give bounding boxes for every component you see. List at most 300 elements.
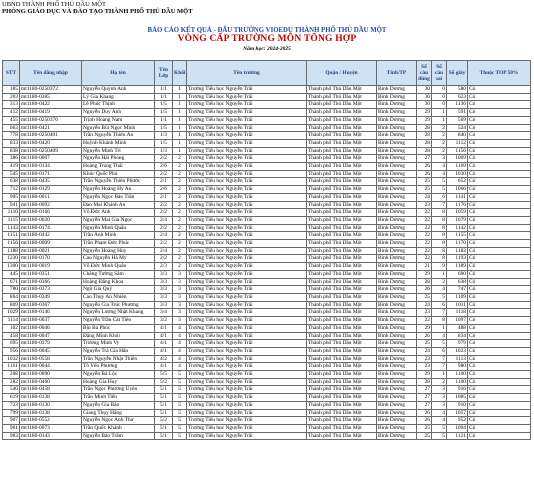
cell-top50: Có <box>468 355 531 363</box>
cell-stt: 540 <box>3 386 20 394</box>
cell-province: Bình Dương <box>377 309 417 317</box>
cell-grade: 2 <box>173 247 187 255</box>
cell-stt: 619 <box>3 394 20 402</box>
cell-wrong: 1 <box>432 116 447 124</box>
cell-correct: 27 <box>417 394 432 402</box>
cell-fullname: Trần Nguyễn Nhật Thiên <box>82 355 155 363</box>
cell-correct: 24 <box>417 301 432 309</box>
cell-school: Trường Tiểu học Nguyễn Trãi <box>187 186 307 194</box>
cell-class: 3/3 <box>155 286 173 294</box>
cell-district: Thành phố Thủ Dầu Một <box>307 324 377 332</box>
cell-district: Thành phố Thủ Dầu Một <box>307 193 377 201</box>
col-header-wrong[interactable]: Số câu sai <box>432 61 447 86</box>
report-title: BÁO CÁO KẾT QUẢ - ĐẤU TRƯỜNG VIOEDU THÀNH PHỐ THỦ DẦU MỘT <box>147 27 387 34</box>
table-row <box>3 109 531 117</box>
cell-wrong: 8 <box>432 232 447 240</box>
cell-district: Thành phố Thủ Dầu Một <box>307 109 377 117</box>
cell-top50: Có <box>468 324 531 332</box>
cell-top50: Có <box>468 170 531 178</box>
cell-province: Bình Dương <box>377 263 417 271</box>
cell-correct: 21 <box>417 263 432 271</box>
cell-school: Trường Tiểu học Nguyễn Trãi <box>187 101 307 109</box>
cell-class: 2/2 <box>155 240 173 248</box>
cell-district: Thành phố Thủ Dầu Một <box>307 332 377 340</box>
cell-username: mt1180-0047 <box>20 332 82 340</box>
cell-class: 4/2 <box>155 355 173 363</box>
table-row <box>3 355 531 363</box>
cell-school: Trường Tiểu học Nguyễn Trãi <box>187 139 307 147</box>
cell-stt: 386 <box>3 155 20 163</box>
cell-correct: 23 <box>417 309 432 317</box>
cell-grade: 2 <box>173 178 187 186</box>
table-row <box>3 193 531 201</box>
cell-grade: 1 <box>173 101 187 109</box>
cell-grade: 2 <box>173 155 187 163</box>
cell-province: Bình Dương <box>377 378 417 386</box>
cell-correct: 25 <box>417 432 432 440</box>
cell-correct: 28 <box>417 147 432 155</box>
cell-district: Thành phố Thủ Dầu Một <box>307 247 377 255</box>
cell-school: Trường Tiểu học Nguyễn Trãi <box>187 255 307 263</box>
cell-stt: 1188 <box>3 247 20 255</box>
cell-district: Thành phố Thủ Dầu Một <box>307 394 377 402</box>
cell-stt: 458 <box>3 332 20 340</box>
cell-district: Thành phố Thủ Dầu Một <box>307 201 377 209</box>
col-header-school[interactable]: Tên trường <box>187 61 307 86</box>
cell-username: mt1180-0250401 <box>20 132 82 140</box>
cell-class: 1/5 <box>155 101 173 109</box>
cell-top50: Có <box>468 278 531 286</box>
cell-school: Trường Tiểu học Nguyễn Trãi <box>187 401 307 409</box>
cell-school: Trường Tiểu học Nguyễn Trãi <box>187 409 307 417</box>
cell-school: Trường Tiểu học Nguyễn Trãi <box>187 355 307 363</box>
cell-fullname: Trương Minh Vy <box>82 340 155 348</box>
cell-grade: 1 <box>173 132 187 140</box>
cell-province: Bình Dương <box>377 301 417 309</box>
cell-class: 5/1 <box>155 409 173 417</box>
col-header-grade[interactable]: Khối <box>173 61 187 86</box>
cell-wrong: 1 <box>432 109 447 117</box>
cell-seconds: 910 <box>447 401 468 409</box>
cell-username: mt1180-0435 <box>20 178 82 186</box>
table-row <box>3 201 531 209</box>
cell-fullname: Nguyễn Lương Nhật Khang <box>82 309 155 317</box>
table-row <box>3 186 531 194</box>
cell-wrong: 8 <box>432 240 447 248</box>
cell-stt: 1300 <box>3 263 20 271</box>
cell-wrong: 8 <box>432 216 447 224</box>
cell-correct: 30 <box>417 93 432 101</box>
cell-wrong: 3 <box>432 155 447 163</box>
cell-correct: 30 <box>417 101 432 109</box>
cell-top50: Có <box>468 270 531 278</box>
cell-class: 2/4 <box>155 216 173 224</box>
cell-district: Thành phố Thủ Dầu Một <box>307 186 377 194</box>
cell-seconds: 1182 <box>447 247 468 255</box>
col-header-username[interactable]: Tên đăng nhập <box>20 61 82 86</box>
cell-fullname: Nguyễn Gia Trúc Phương <box>82 301 155 309</box>
cell-grade: 4 <box>173 363 187 371</box>
cell-school: Trường Tiểu học Nguyễn Trãi <box>187 317 307 325</box>
cell-wrong: 0 <box>432 86 447 94</box>
cell-stt: 208 <box>3 371 20 379</box>
cell-username: mt1180-0351 <box>20 270 82 278</box>
cell-username: mt1180-0366 <box>20 278 82 286</box>
table-row <box>3 417 531 425</box>
cell-province: Bình Dương <box>377 109 417 117</box>
cell-correct: 22 <box>417 255 432 263</box>
cell-fullname: Giang Thụy Hằng <box>82 409 155 417</box>
cell-grade: 2 <box>173 170 187 178</box>
cell-grade: 2 <box>173 240 187 248</box>
cell-school: Trường Tiểu học Nguyễn Trãi <box>187 170 307 178</box>
cell-top50: Có <box>468 86 531 94</box>
cell-correct: 22 <box>417 232 432 240</box>
col-header-fullname[interactable]: Họ tên <box>82 61 155 86</box>
cell-top50: Có <box>468 401 531 409</box>
table-row <box>3 432 531 440</box>
table-row <box>3 394 531 402</box>
cell-fullname: Cao Nguyễn Hà My <box>82 255 155 263</box>
cell-seconds: 1136 <box>447 101 468 109</box>
cell-stt: 780 <box>3 286 20 294</box>
cell-class: 2/2 <box>155 155 173 163</box>
cell-top50: Có <box>468 124 531 132</box>
cell-seconds: 834 <box>447 332 468 340</box>
table-row <box>3 178 531 186</box>
col-header-correct[interactable]: Số câu đúng <box>417 61 432 86</box>
cell-grade: 1 <box>173 86 187 94</box>
cell-grade: 1 <box>173 147 187 155</box>
cell-grade: 4 <box>173 347 187 355</box>
table-row <box>3 347 531 355</box>
col-header-top50[interactable]: Thuộc TOP 50% <box>468 61 531 86</box>
cell-school: Trường Tiểu học Nguyễn Trãi <box>187 132 307 140</box>
col-header-stt[interactable]: STT <box>3 61 20 86</box>
table-row <box>3 139 531 147</box>
cell-seconds: 1121 <box>447 432 468 440</box>
cell-stt: 778 <box>3 132 20 140</box>
cell-username: mt1180-0250376 <box>20 116 82 124</box>
cell-class: 2/3 <box>155 263 173 271</box>
cell-correct: 25 <box>417 178 432 186</box>
cell-username: mt1180-0020 <box>20 216 82 224</box>
cell-username: mt1180-0349 <box>20 293 82 301</box>
cell-seconds: 488 <box>447 324 468 332</box>
col-header-district[interactable]: Quận / Huyện <box>307 61 377 86</box>
cell-fullname: Tô Yến Phương <box>82 363 155 371</box>
table-row <box>3 378 531 386</box>
cell-stt: 1151 <box>3 232 20 240</box>
cell-school: Trường Tiểu học Nguyễn Trãi <box>187 363 307 371</box>
cell-top50: Có <box>468 247 531 255</box>
cell-wrong: 4 <box>432 417 447 425</box>
cell-seconds: 1030 <box>447 170 468 178</box>
cell-fullname: Nguyễn Gia Bảo <box>82 401 155 409</box>
cell-wrong: 0 <box>432 101 447 109</box>
cell-grade: 3 <box>173 301 187 309</box>
cell-seconds: 980 <box>447 363 468 371</box>
cell-province: Bình Dương <box>377 139 417 147</box>
cell-correct: 27 <box>417 155 432 163</box>
cell-class: 2/1 <box>155 178 173 186</box>
cell-username: mt1180-0171 <box>20 170 82 178</box>
cell-fullname: Trần Nguyễn Thiên Phước <box>82 178 155 186</box>
cell-district: Thành phố Thủ Dầu Một <box>307 178 377 186</box>
cell-correct: 26 <box>417 417 432 425</box>
cell-seconds: 690 <box>447 270 468 278</box>
cell-school: Trường Tiểu học Nguyễn Trãi <box>187 293 307 301</box>
cell-grade: 1 <box>173 124 187 132</box>
cell-grade: 5 <box>173 432 187 440</box>
cell-class: 2/4 <box>155 247 173 255</box>
cell-seconds: 1059 <box>447 209 468 217</box>
cell-stt: 723 <box>3 401 20 409</box>
cell-seconds: 524 <box>447 124 468 132</box>
cell-district: Thành phố Thủ Dầu Một <box>307 209 377 217</box>
cell-grade: 5 <box>173 409 187 417</box>
table-row <box>3 155 531 163</box>
cell-seconds: 623 <box>447 93 468 101</box>
cell-stt: 833 <box>3 139 20 147</box>
cell-fullname: Nguyễn Bùi Ngọc Minh <box>82 124 155 132</box>
cell-class: 5/1 <box>155 401 173 409</box>
cell-seconds: 1113 <box>447 355 468 363</box>
cell-seconds: 1142 <box>447 224 468 232</box>
cell-wrong: 7 <box>432 355 447 363</box>
cell-wrong: 5 <box>432 186 447 194</box>
cell-grade: 5 <box>173 401 187 409</box>
cell-school: Trường Tiểu học Nguyễn Trãi <box>187 240 307 248</box>
cell-fullname: Nguyễn Trà Gia Hân <box>82 347 155 355</box>
cell-username: mt1180-0073 <box>20 424 82 432</box>
cell-district: Thành phố Thủ Dầu Một <box>307 116 377 124</box>
cell-class: 1/3 <box>155 132 173 140</box>
cell-stt: 1161 <box>3 363 20 371</box>
cell-username: mt1180-0138 <box>20 409 82 417</box>
cell-province: Bình Dương <box>377 116 417 124</box>
cell-district: Thành phố Thủ Dầu Một <box>307 263 377 271</box>
cell-seconds: 1155 <box>447 232 468 240</box>
cell-class: 1/5 <box>155 109 173 117</box>
cell-seconds: 1169 <box>447 163 468 171</box>
cell-seconds: 952 <box>447 417 468 425</box>
cell-district: Thành phố Thủ Dầu Một <box>307 317 377 325</box>
cell-province: Bình Dương <box>377 101 417 109</box>
cell-wrong: 2 <box>432 132 447 140</box>
cell-district: Thành phố Thủ Dầu Một <box>307 255 377 263</box>
cell-class: 2/6 <box>155 186 173 194</box>
cell-username: mt1180-0090 <box>20 371 82 379</box>
cell-fullname: Hoàng Trung Thái <box>82 163 155 171</box>
cell-wrong: 3 <box>432 386 447 394</box>
cell-wrong: 6 <box>432 301 447 309</box>
cell-correct: 26 <box>417 170 432 178</box>
cell-correct: 25 <box>417 293 432 301</box>
cell-seconds: 747 <box>447 286 468 294</box>
col-header-class[interactable]: Tên Lớp <box>155 61 173 86</box>
cell-class: 4/1 <box>155 363 173 371</box>
cell-class: 1/5 <box>155 139 173 147</box>
col-header-province[interactable]: Tỉnh/TP <box>377 61 417 86</box>
cell-school: Trường Tiểu học Nguyễn Trãi <box>187 216 307 224</box>
cell-class: 2/6 <box>155 163 173 171</box>
cell-school: Trường Tiểu học Nguyễn Trãi <box>187 147 307 155</box>
cell-school: Trường Tiểu học Nguyễn Trãi <box>187 193 307 201</box>
cell-class: 3/3 <box>155 293 173 301</box>
table-row <box>3 363 531 371</box>
cell-wrong: 5 <box>432 178 447 186</box>
cell-correct: 23 <box>417 355 432 363</box>
cell-wrong: 4 <box>432 409 447 417</box>
cell-district: Thành phố Thủ Dầu Một <box>307 216 377 224</box>
cell-fullname: Trần Quốc Khánh <box>82 424 155 432</box>
cell-school: Trường Tiểu học Nguyễn Trãi <box>187 424 307 432</box>
table-row <box>3 332 531 340</box>
table-row <box>3 401 531 409</box>
cell-wrong: 2 <box>432 139 447 147</box>
cell-school: Trường Tiểu học Nguyễn Trãi <box>187 263 307 271</box>
col-header-seconds[interactable]: Số giây <box>447 61 468 86</box>
cell-class: 5/2 <box>155 417 173 425</box>
cell-province: Bình Dương <box>377 340 417 348</box>
cell-fullname: Võ Đức Minh Quân <box>82 263 155 271</box>
cell-stt: 941 <box>3 201 20 209</box>
cell-province: Bình Dương <box>377 86 417 94</box>
cell-top50: Có <box>468 101 531 109</box>
cell-correct: 29 <box>417 324 432 332</box>
cell-fullname: Nguyễn Mai Gia Ngọc <box>82 216 155 224</box>
cell-fullname: Nguyễn Hải Phong <box>82 155 155 163</box>
cell-top50: Có <box>468 109 531 117</box>
cell-username: mt1180-0460 <box>20 378 82 386</box>
cell-username: mt1180-0174 <box>20 224 82 232</box>
cell-school: Trường Tiểu học Nguyễn Trãi <box>187 386 307 394</box>
cell-province: Bình Dương <box>377 193 417 201</box>
cell-stt: 799 <box>3 409 20 417</box>
cell-district: Thành phố Thủ Dầu Một <box>307 163 377 171</box>
table-row <box>3 386 531 394</box>
cell-stt: 712 <box>3 186 20 194</box>
cell-top50: Có <box>468 163 531 171</box>
cell-stt: 445 <box>3 270 20 278</box>
cell-stt: 545 <box>3 170 20 178</box>
cell-stt: 1115 <box>3 216 20 224</box>
cell-username: mt1180-0558 <box>20 355 82 363</box>
cell-class: 2/1 <box>155 193 173 201</box>
cell-district: Thành phố Thủ Dầu Một <box>307 340 377 348</box>
cell-province: Bình Dương <box>377 347 417 355</box>
table-row <box>3 224 531 232</box>
cell-wrong: 8 <box>432 255 447 263</box>
cell-grade: 5 <box>173 424 187 432</box>
cell-grade: 5 <box>173 378 187 386</box>
cell-stt: 282 <box>3 378 20 386</box>
cell-province: Bình Dương <box>377 355 417 363</box>
cell-province: Bình Dương <box>377 363 417 371</box>
cell-top50: Có <box>468 317 531 325</box>
cell-school: Trường Tiểu học Nguyễn Trãi <box>187 224 307 232</box>
cell-seconds: 916 <box>447 386 468 394</box>
cell-class: 5/1 <box>155 432 173 440</box>
cell-seconds: 1100 <box>447 371 468 379</box>
cell-province: Bình Dương <box>377 155 417 163</box>
cell-school: Trường Tiểu học Nguyễn Trãi <box>187 232 307 240</box>
cell-district: Thành phố Thủ Dầu Một <box>307 378 377 386</box>
cell-class: 1/1 <box>155 86 173 94</box>
cell-fullname: Võ Đức Anh <box>82 209 155 217</box>
cell-grade: 2 <box>173 263 187 271</box>
cell-seconds: 1057 <box>447 409 468 417</box>
cell-grade: 2 <box>173 224 187 232</box>
cell-top50: Có <box>468 263 531 271</box>
table-row <box>3 424 531 432</box>
cell-top50: Có <box>468 286 531 294</box>
table-row <box>3 286 531 294</box>
cell-province: Bình Dương <box>377 332 417 340</box>
cell-province: Bình Dương <box>377 255 417 263</box>
table-row <box>3 209 531 217</box>
cell-fullname: Chăng Tường Sâm <box>82 270 155 278</box>
cell-grade: 1 <box>173 109 187 117</box>
cell-wrong: 7 <box>432 309 447 317</box>
cell-class: 1/1 <box>155 93 173 101</box>
cell-class: 1/1 <box>155 116 173 124</box>
cell-top50: Có <box>468 378 531 386</box>
cell-province: Bình Dương <box>377 286 417 294</box>
table-row <box>3 409 531 417</box>
cell-top50: Có <box>468 240 531 248</box>
cell-district: Thành phố Thủ Dầu Một <box>307 409 377 417</box>
cell-username: mt1180-0385 <box>20 93 82 101</box>
cell-class: 5/5 <box>155 371 173 379</box>
cell-wrong: 4 <box>432 170 447 178</box>
cell-school: Trường Tiểu học Nguyễn Trãi <box>187 394 307 402</box>
org-line-2: PHÒNG GIÁO DỤC VÀ ĐÀO TẠO THÀNH PHỐ THỦ DẦU MỘT <box>2 8 193 15</box>
cell-province: Bình Dương <box>377 270 417 278</box>
cell-school: Trường Tiểu học Nguyễn Trãi <box>187 124 307 132</box>
cell-wrong: 6 <box>432 347 447 355</box>
cell-district: Thành phố Thủ Dầu Một <box>307 347 377 355</box>
cell-class: 5/2 <box>155 378 173 386</box>
cell-top50: Có <box>468 155 531 163</box>
cell-district: Thành phố Thủ Dầu Một <box>307 86 377 94</box>
cell-school: Trường Tiểu học Nguyễn Trãi <box>187 86 307 94</box>
cell-province: Bình Dương <box>377 240 417 248</box>
cell-fullname: Đào Mai Khánh An <box>82 201 155 209</box>
cell-province: Bình Dương <box>377 401 417 409</box>
cell-stt: 956 <box>3 347 20 355</box>
cell-school: Trường Tiểu học Nguyễn Trãi <box>187 371 307 379</box>
cell-correct: 28 <box>417 139 432 147</box>
table-row <box>3 132 531 140</box>
cell-top50: Có <box>468 409 531 417</box>
cell-stt: 455 <box>3 116 20 124</box>
cell-district: Thành phố Thủ Dầu Một <box>307 240 377 248</box>
table-row <box>3 147 531 155</box>
cell-username: mt1180-0422 <box>20 101 82 109</box>
cell-province: Bình Dương <box>377 424 417 432</box>
cell-username: mt1180-0019 <box>20 263 82 271</box>
cell-seconds: 1100 <box>447 378 468 386</box>
cell-seconds: 979 <box>447 340 468 348</box>
cell-stt: 671 <box>3 278 20 286</box>
cell-school: Trường Tiểu học Nguyễn Trãi <box>187 324 307 332</box>
cell-province: Bình Dương <box>377 178 417 186</box>
cell-top50: Có <box>468 139 531 147</box>
cell-wrong: 5 <box>432 340 447 348</box>
cell-correct: 27 <box>417 386 432 394</box>
